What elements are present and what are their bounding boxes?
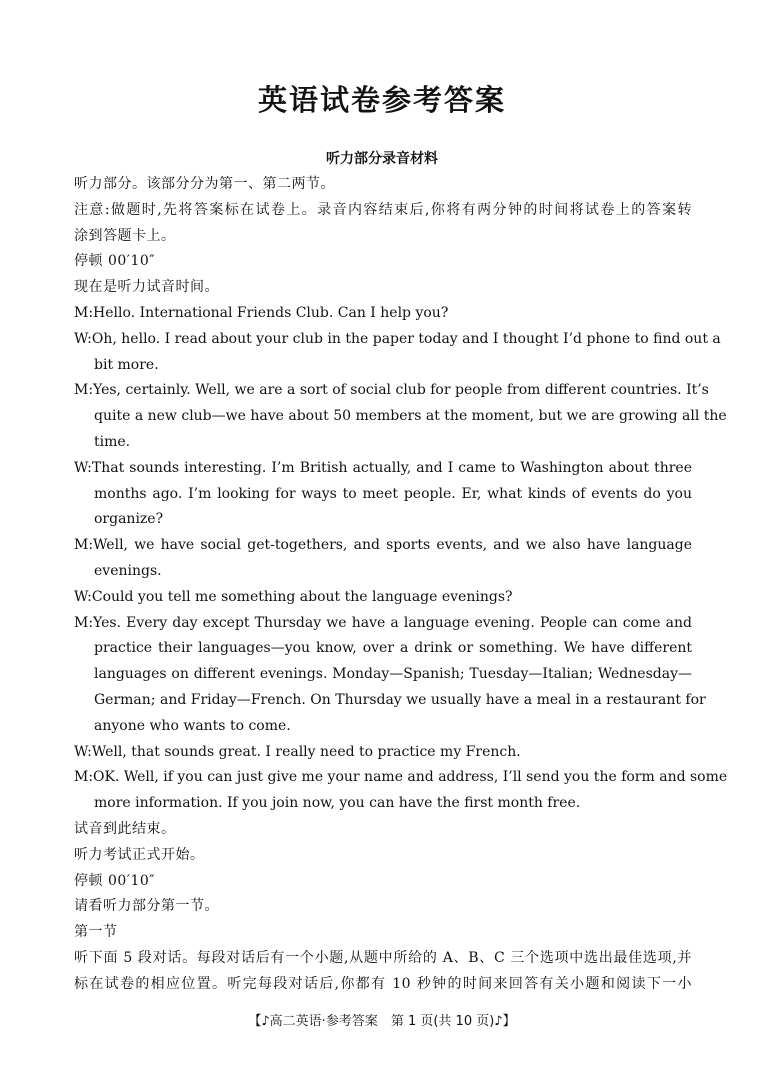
text-line: M:Hello. International Friends Club. Can I help you? bbox=[74, 304, 449, 321]
text-line: W:That sounds interesting. I’m British actually, and I came to Washington about three bbox=[74, 459, 692, 476]
text-line: 停顿 00′10″ bbox=[74, 872, 155, 889]
text-line: 试音到此结束。 bbox=[74, 820, 176, 837]
text-line: 停顿 00′10″ bbox=[74, 253, 155, 270]
text-line: months ago. I’m looking for ways to meet people. Er, what kinds of events do you bbox=[94, 485, 692, 502]
text-line: 注意:做题时,先将答案标在试卷上。录音内容结束后,你将有两分钟的时间将试卷上的答案转 bbox=[74, 201, 692, 218]
text-line: 听力部分。该部分分为第一、第二两节。 bbox=[74, 176, 335, 192]
text-line: M:Yes, certainly. Well, we are a sort of social club for people from different countries. It’s bbox=[74, 382, 709, 399]
section-subtitle: 听力部分录音材料 bbox=[326, 151, 438, 167]
text-line: German; and Friday—French. On Thursday we usually have a meal in a restaurant for bbox=[94, 691, 706, 708]
text-line: W:Well, that sounds great. I really need to practice my French. bbox=[74, 743, 521, 760]
transcript-body bbox=[74, 172, 728, 998]
text-line: M:Well, we have social get-togethers, and sports events, and we also have language bbox=[74, 537, 692, 554]
text-line: 标在试卷的相应位置。听完每段对话后,你都有 10 秒钟的时间来回答有关小题和阅读下一小 bbox=[74, 975, 692, 992]
text-line: more information. If you join now, you can have the first month free. bbox=[94, 795, 581, 812]
text-line: M:OK. Well, if you can just give me your name and address, I’ll send you the form and some bbox=[74, 769, 728, 786]
text-line: 现在是听力试音时间。 bbox=[74, 279, 219, 296]
text-line: M:Yes. Every day except Thursday we have a language evening. People can come and bbox=[74, 614, 692, 631]
text-line: time. bbox=[94, 433, 131, 450]
text-line: bit more. bbox=[94, 356, 159, 373]
text-line: 涂到答题卡上。 bbox=[74, 227, 176, 244]
text-line: W:Could you tell me something about the language evenings? bbox=[74, 588, 513, 605]
text-line: anyone who wants to come. bbox=[94, 717, 291, 734]
text-line: organize? bbox=[94, 511, 164, 528]
document-title: 英语试卷参考答案 bbox=[257, 83, 506, 117]
text-line: 第一节 bbox=[74, 924, 118, 941]
text-line: W:Oh, hello. I read about your club in the paper today and I thought I’d phone to find out a bbox=[74, 330, 721, 347]
text-line: languages on different evenings. Monday—Spanish; Tuesday—Italian; Wednesday— bbox=[94, 666, 692, 683]
text-line: 请看听力部分第一节。 bbox=[74, 898, 219, 915]
text-line: practice their languages—you know, over a drink or something. We have different bbox=[94, 640, 692, 657]
page-footer: 【♪高二英语·参考答案 第 1 页(共 10 页)♪】 bbox=[248, 1014, 516, 1029]
text-line: 听下面 5 段对话。每段对话后有一个小题,从题中所给的 A、B、C 三个选项中选出最佳选项,并 bbox=[74, 949, 692, 966]
text-line: 听力考试正式开始。 bbox=[74, 846, 205, 863]
text-line: evenings. bbox=[94, 562, 162, 579]
text-line: quite a new club—we have about 50 members at the moment, but we are growing all the bbox=[94, 408, 727, 425]
